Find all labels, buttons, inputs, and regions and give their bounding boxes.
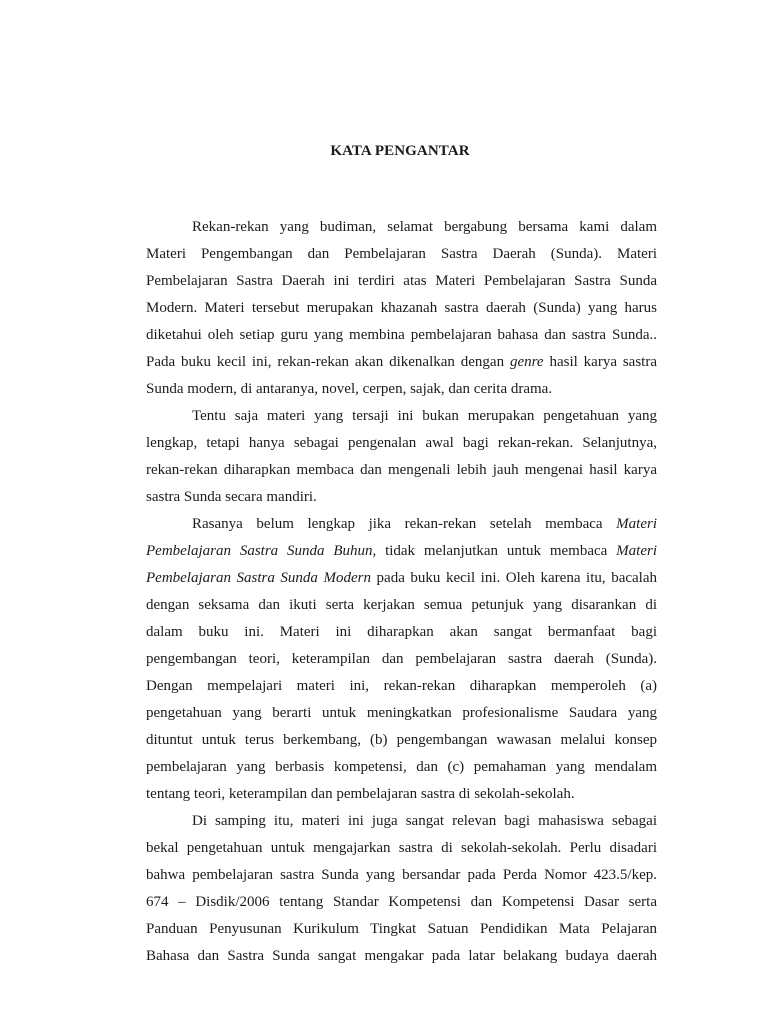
text-line: bekal pengetahuan untuk mengajarkan sastra di sekolah-sekolah. Perlu disadari [146,840,657,856]
page-title: KATA PENGANTAR [330,143,470,159]
text-line: bahwa pembelajaran sastra Sunda yang bersandar pada Perda Nomor 423.5/kep. [146,867,657,883]
text-line: dituntut untuk terus berkembang, (b) pengembangan wawasan melalui konsep [146,732,657,748]
text-line: Bahasa dan Sastra Sunda sangat mengakar pada latar belakang budaya daerah [146,948,657,964]
text-run: Pada buku kecil ini, rekan-rekan akan dikenalkan dengan [146,354,510,370]
text-line: Sunda modern, di antaranya, novel, cerpen, sajak, dan cerita drama. [146,381,553,397]
italic-run: Materi [616,516,657,532]
italic-run: Pembelajaran Sastra Sunda Buhun, [146,543,377,559]
text-line: tentang teori, keterampilan dan pembelajaran sastra di sekolah-sekolah. [146,786,575,802]
text-line: sastra Sunda secara mandiri. [146,489,317,505]
text-line: Tentu saja materi yang tersaji ini bukan merupakan pengetahuan yang [192,408,657,424]
text-run: tidak melanjutkan untuk membaca [376,543,617,559]
text-line: pengetahuan yang berarti untuk meningkatkan profesionalisme Saudara yang [146,705,657,721]
text-line: pembelajaran yang berbasis kompetensi, dan (c) pemahaman yang mendalam [146,759,657,775]
text-run: pada buku kecil ini. Oleh karena itu, bacalah [370,570,657,586]
text-line: dengan seksama dan ikuti serta kerjakan semua petunjuk yang disarankan di [146,597,657,613]
text-line: Panduan Penyusunan Kurikulum Tingkat Satuan Pendidikan Mata Pelajaran [146,921,657,937]
text-line: Pembelajaran Sastra Daerah ini terdiri atas Materi Pembelajaran Sastra Sunda [146,273,657,289]
italic-run: Materi [616,543,657,559]
text-line: pengembangan teori, keterampilan dan pembelajaran sastra daerah (Sunda). [146,651,657,667]
text-line [146,568,657,588]
text-line [192,514,657,534]
text-line: 674 – Disdik/2006 tentang Standar Kompetensi dan Kompetensi Dasar serta [146,894,657,910]
text-line: Di samping itu, materi ini juga sangat relevan bagi mahasiswa sebagai [192,813,657,829]
text-line: rekan-rekan diharapkan membaca dan mengenali lebih jauh mengenai hasil karya [146,462,657,478]
text-run: Rasanya belum lengkap jika rekan-rekan setelah membaca [192,516,617,532]
italic-run: genre [509,354,544,370]
text-line: dalam buku ini. Materi ini diharapkan akan sangat bermanfaat bagi [146,624,657,640]
text-line: Materi Pengembangan dan Pembelajaran Sastra Daerah (Sunda). Materi [146,246,657,262]
text-run: hasil karya sastra [543,354,658,370]
italic-run: Pembelajaran Sastra Sunda Modern [146,570,371,586]
text-line [146,352,657,372]
text-line: Rekan-rekan yang budiman, selamat bergabung bersama kami dalam [192,219,657,235]
text-line [146,541,657,561]
text-line: Dengan mempelajari materi ini, rekan-rekan diharapkan memperoleh (a) [146,678,657,694]
text-line: Modern. Materi tersebut merupakan khazanah sastra daerah (Sunda) yang harus [146,300,657,316]
text-line: diketahui oleh setiap guru yang membina pembelajaran bahasa dan sastra Sunda.. [146,327,657,343]
text-line: lengkap, tetapi hanya sebagai pengenalan awal bagi rekan-rekan. Selanjutnya, [146,435,657,451]
